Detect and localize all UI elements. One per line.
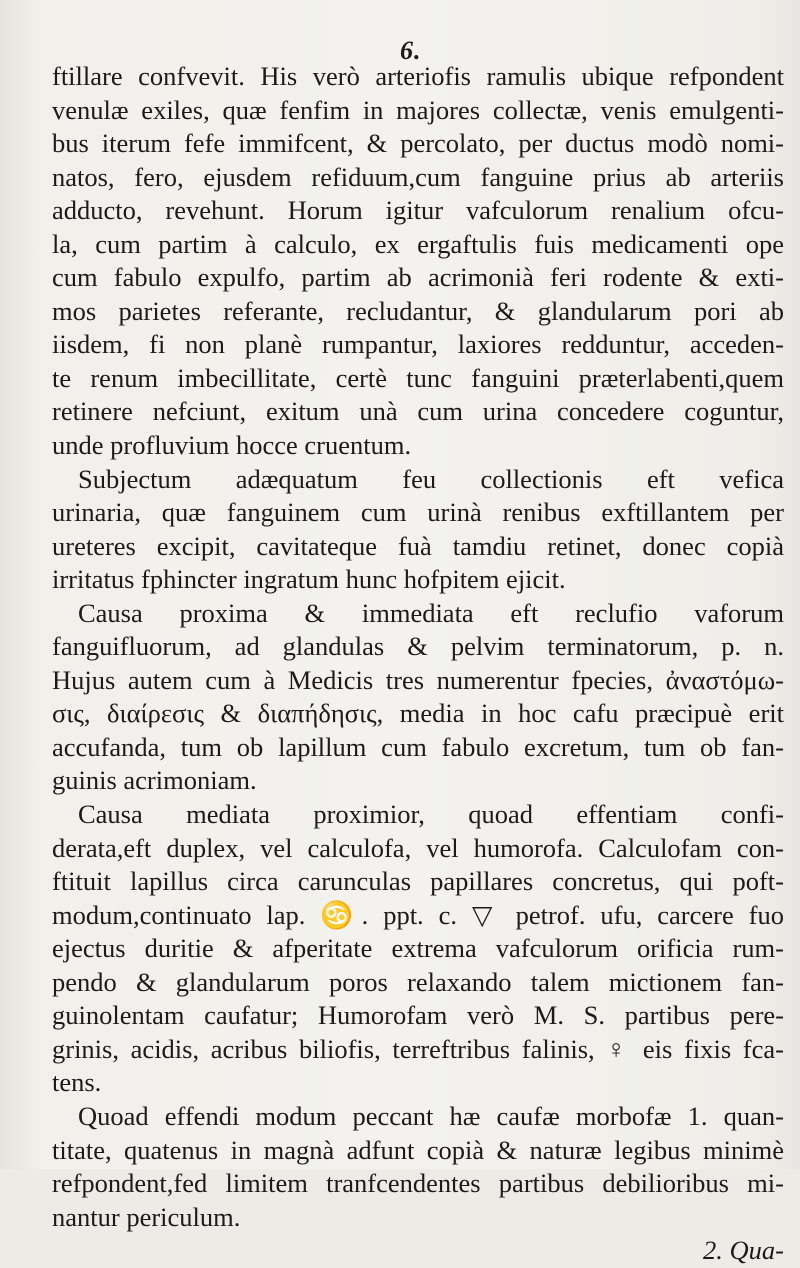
text-line: grinis, acidis, acribus biliofis, terreftribus falinis, ♀ eis fixis fca- bbox=[52, 1033, 784, 1064]
text-line: modum,continuato lap. ♋. ppt. c. ▽ petrof. ufu, carcere fuo bbox=[52, 899, 784, 930]
text-line: refpondent,fed limitem tranfcendentes partibus debilioribus mi- bbox=[52, 1168, 784, 1199]
text-line: mos parietes referante, recludantur, & glandularum pori ab bbox=[52, 295, 784, 326]
text-line: retinere nefciunt, exitum unà cum urina concedere coguntur, bbox=[52, 396, 784, 427]
text-line: pendo & glandularum poros relaxando talem mictionem fan- bbox=[52, 966, 784, 997]
paragraph-causa-mediata-line: Causa mediata proximior, quoad effentiam confi- bbox=[78, 799, 784, 830]
text-line: la, cum partim à calculo, ex ergaftulis fuis medicamenti ope bbox=[52, 228, 784, 259]
text-line: accufanda, tum ob lapillum cum fabulo excretum, tum ob fan- bbox=[52, 731, 784, 762]
text-line: Hujus autem cum à Medicis tres numerentur fpecies, ἀναστόμω- bbox=[52, 664, 784, 695]
page-number: 6. bbox=[400, 36, 422, 65]
text-line: guinolentam caufatur; Humorofam verò M. S. partibus pere- bbox=[52, 1000, 784, 1031]
catchword: 2. Qua- bbox=[703, 1235, 784, 1266]
body-text bbox=[52, 60, 784, 1268]
paragraph-end-line: unde profluvium hocce cruentum. bbox=[52, 430, 412, 461]
paragraph-end-line: irritatus fphincter ingratum hunc hofpitem ejicit. bbox=[52, 564, 566, 595]
text-line: urinaria, quæ fanguinem cum urinà renibus exftillantem per bbox=[52, 497, 784, 528]
paragraph-end-line: tens. bbox=[52, 1067, 102, 1098]
text-line: ftituit lapillus circa carunculas papillares concretus, qui poft- bbox=[52, 866, 784, 897]
text-line: te renum imbecillitate, certè tunc fanguini præterlabenti,quem bbox=[52, 362, 784, 393]
text-line: iisdem, fi non planè rumpantur, laxiores redduntur, acceden- bbox=[52, 329, 784, 360]
text-line: derata,eft duplex, vel calculofa, vel humorofa. Calculofam con- bbox=[52, 832, 784, 863]
text-line: natos, fero, ejusdem refiduum,cum fanguine prius ab arteriis bbox=[52, 161, 784, 192]
paragraph-subjectum-line: Subjectum adæquatum feu collectionis eft vefica bbox=[78, 463, 784, 494]
text-line: cum fabulo expulfo, partim ab acrimonià feri rodente & exti- bbox=[52, 262, 784, 293]
text-line: fanguifluorum, ad glandulas & pelvim terminatorum, p. n. bbox=[52, 631, 784, 662]
text-line: ureteres excipit, cavitateque fuà tamdiu retinet, donec copià bbox=[52, 530, 784, 561]
text-line: σις, διαίρεσις & διαπήδησις, media in hoc cafu præcipuè erit bbox=[52, 698, 784, 729]
text-line: bus iterum fefe immifcent, & percolato, per ductus modò nomi- bbox=[52, 128, 784, 159]
paragraph-end-line: nantur periculum. bbox=[52, 1201, 241, 1232]
text-line: ejectus duritie & afperitate extrema vafculorum orificia rum- bbox=[52, 933, 784, 964]
text-line: titate, quatenus in magnà adfunt copià & naturæ legibus minimè bbox=[52, 1134, 784, 1165]
paragraph-causa-proxima-line: Causa proxima & immediata eft reclufio vaforum bbox=[78, 597, 784, 628]
text-line: venulæ exiles, quæ fenfim in majores collectæ, venis emulgenti- bbox=[52, 94, 784, 125]
text-line: adducto, revehunt. Horum igitur vafculorum renalium ofcu- bbox=[52, 195, 784, 226]
paragraph-quoad-line: Quoad effendi modum peccant hæ caufæ morbofæ 1. quan- bbox=[78, 1100, 784, 1131]
paragraph-end-line: guinis acrimoniam. bbox=[52, 765, 257, 796]
text-line: ftillare confvevit. His verò arteriofis ramulis ubique refpondent bbox=[52, 61, 784, 91]
